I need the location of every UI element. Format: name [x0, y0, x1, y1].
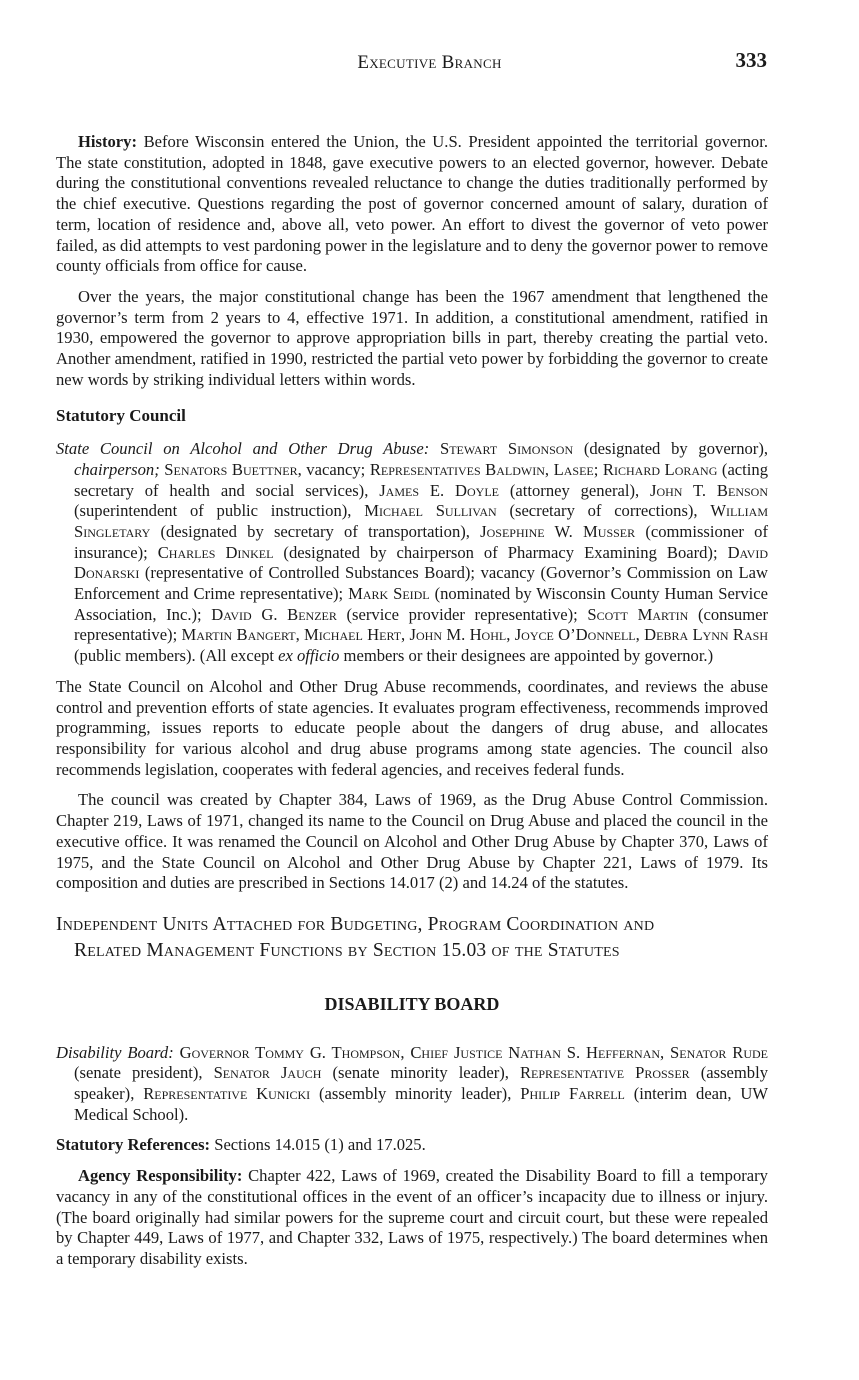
history-paragraph-2: Over the years, the major constitutional change has been the 1967 amendment that lengthened the governor’s term from 2 years to 4, effective 1971. In addition, a constitutional amendment, ratified in 1930, empowered the governor to approve appropriation bills in part, thereby creating the partial veto. Another amendment, ratified in 1990, restricted the partial veto power by forbidding the governor to create new words by striking individual letters within words.	[56, 286, 768, 389]
agency-responsibility: Agency Responsibility: Chapter 422, Laws of 1969, created the Disability Board to fill a temporary vacancy in any of the constitutional offices in the event of an officer’s incapacity due to illness or injury. (The board originally had similar powers for the supreme court and circuit court, but these were repealed by Chapter 449, Laws of 1977, and Chapter 332, Laws of 1975, respectively.) The board determines when a temporary disability exists.	[56, 1166, 768, 1268]
disability-board-title: DISABILITY BOARD	[324, 993, 500, 1014]
running-head: Executive Branch	[357, 52, 502, 73]
disability-board-members: Disability Board: Governor Tommy G. Thompson, Chief Justice Nathan S. Heffernan, Senator Rude (senate president), Senator Jauch (senate minority leader), Representative Prosser (assembly speaker), Representative Kunicki (assembly minority leader), Philip Farrell (interim dean, UW Medical School).	[56, 1042, 769, 1124]
history-label: History:	[78, 132, 137, 151]
independent-units-heading	[56, 912, 768, 964]
council-members: State Council on Alcohol and Other Drug Abuse: Stewart Simonson (designated by governor), chairperson; Senators Buettner, vacancy; Representatives Baldwin, Lasee; Richard Lorang (acting secretary of health and social services), James E. Doyle (attorney general), John T. Benson (superintendent of public instruction), Michael Sullivan (secretary of corrections), William Singletary (designated by secretary of transportation), Josephine W. Musser (commissioner of insurance); Charles Dinkel (designated by chairperson of Pharmacy Examining Board); David Donarski (representative of Controlled Substances Board); vacancy (Governor’s Commission on Law Enforcement and Crime representative); Mark Seidl (nominated by Wisconsin County Human Service Association, Inc.); David G. Benzer (service provider representative); Scott Martin (consumer representative); Martin Bangert, Michael Hert, John M. Hohl, Joyce O’Donnell, Debra Lynn Rash (public members). (All except ex officio members or their designees are appointed by governor.)	[56, 439, 769, 666]
council-description-1: The State Council on Alcohol and Other Drug Abuse recommends, coordinates, and reviews the abuse control and prevention efforts of state agencies. It evaluates program effectiveness, recommends improved programming, issues reports to educate people about the dangers of drug abuse, and allocates responsibility for various alcohol and drug abuse programs among state agencies. The council also recommends legislation, cooperates with federal agencies, and receives federal funds.	[56, 676, 768, 779]
council-description-2: The council was created by Chapter 384, Laws of 1969, as the Drug Abuse Control Commission. Chapter 219, Laws of 1971, changed its name to the Council on Drug Abuse and placed the council in the executive office. It was renamed the Council on Alcohol and Other Drug Abuse by Chapter 370, Laws of 1975, and the State Council on Alcohol and Other Drug Abuse by Chapter 221, Laws of 1979. Its composition and duties are prescribed in Sections 14.017 (2) and 14.24 of the statutes.	[56, 790, 768, 893]
council-name: State Council on Alcohol and Other Drug Abuse:	[56, 439, 430, 459]
agency-responsibility-label: Agency Responsibility:	[78, 1166, 243, 1186]
independent-units-line-2: Related Management Functions by Section 15.03 of the Statutes	[74, 939, 620, 961]
independent-units-line-1: Independent Units Attached for Budgeting, Program Coordination and	[56, 913, 655, 935]
statutory-references: Statutory References: Sections 14.015 (1) and 17.025.	[56, 1135, 426, 1155]
page-number: 333	[735, 48, 767, 72]
statutory-references-label: Statutory References:	[56, 1135, 211, 1155]
body-text	[56, 132, 768, 1270]
disability-board-name: Disability Board:	[56, 1042, 174, 1062]
history-paragraph-1: History: Before Wisconsin entered the Union, the U.S. President appointed the territorial governor. The state constitution, adopted in 1848, gave executive powers to an elected governor, however. Debate during the constitutional conventions revealed reluctance to change the duties traditionally performed by the chief executive. Questions regarding the post of governor concerned amount of salary, duration of term, location of residence and, above all, veto power. An effort to divest the governor of veto power failed, as did attempts to vest pardoning power in the legislature and to deny the governor power to remove county officials from office for cause.	[56, 132, 768, 276]
statutory-council-heading: Statutory Council	[56, 406, 186, 426]
